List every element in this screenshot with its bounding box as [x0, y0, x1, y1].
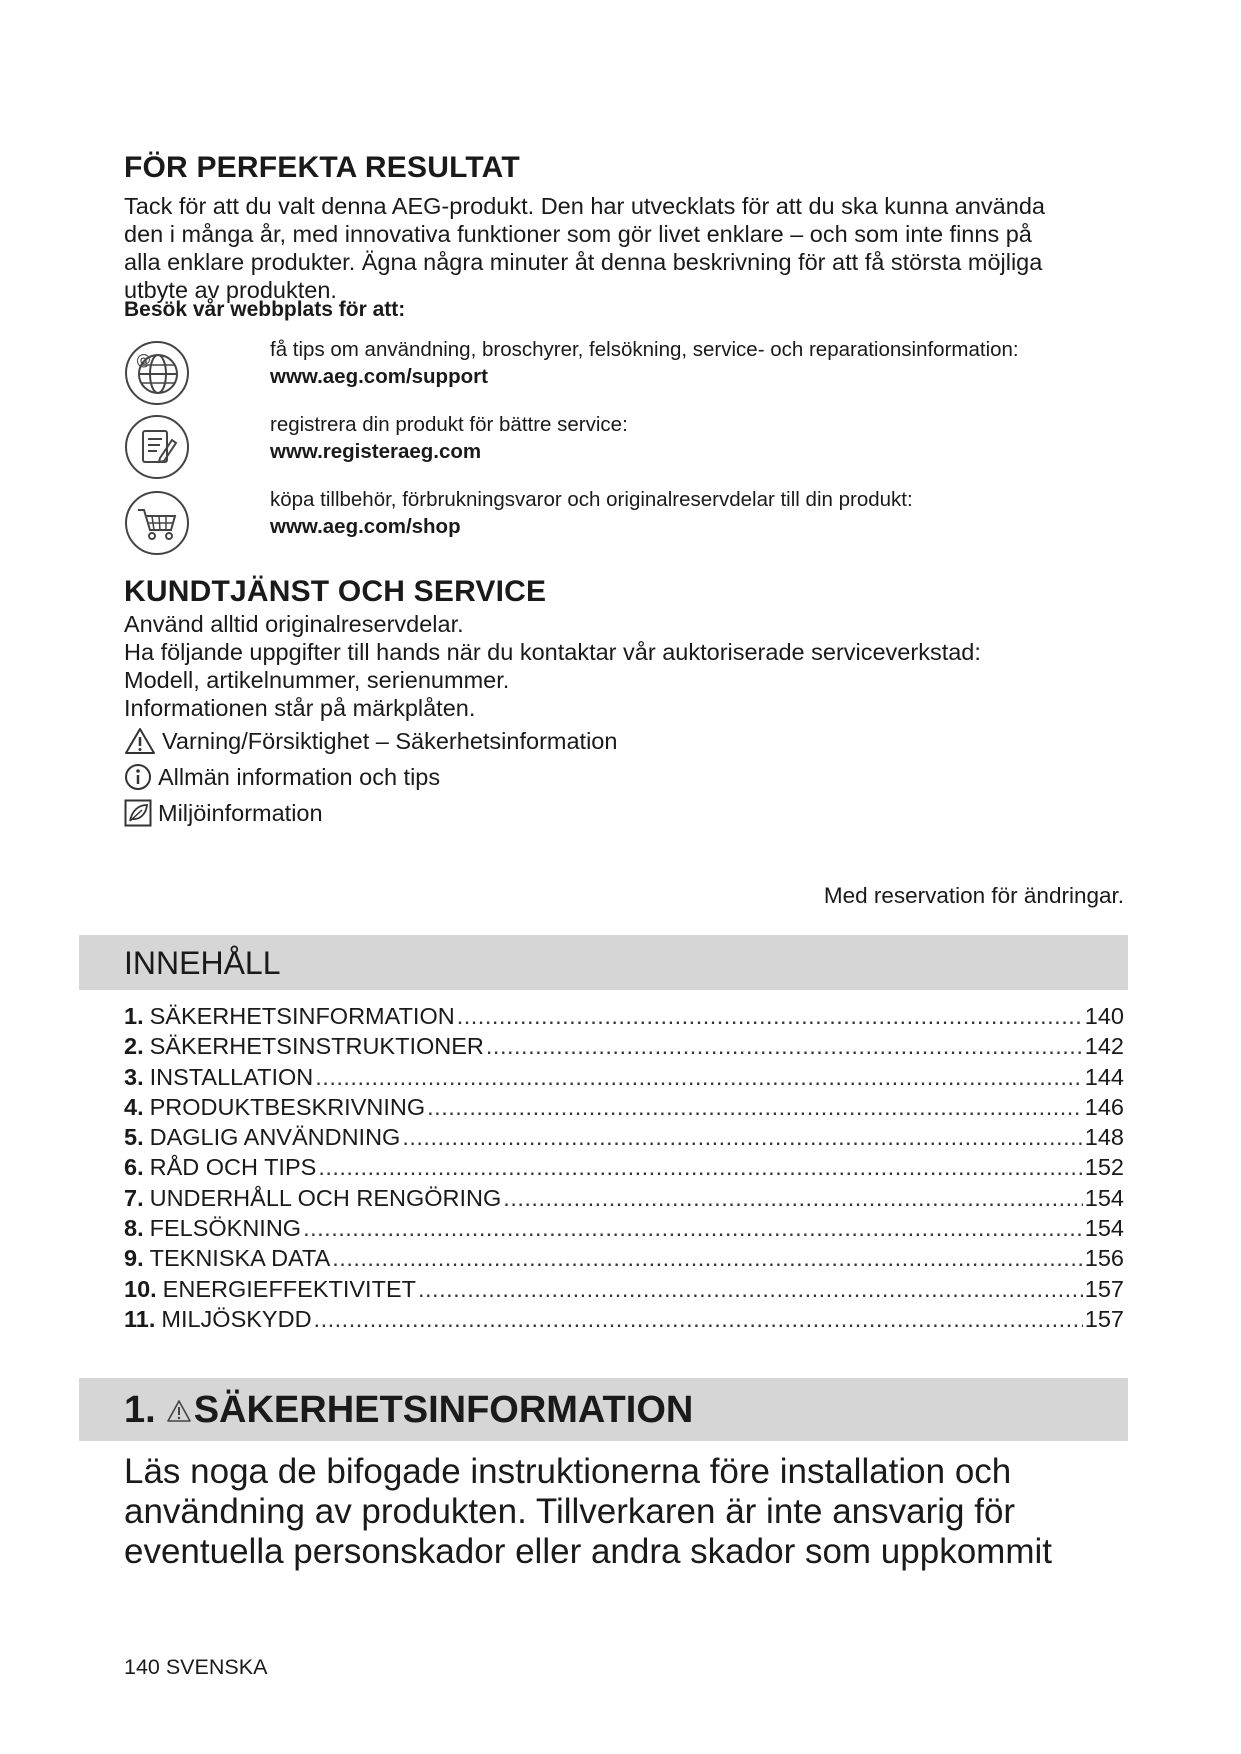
link-support — [270, 336, 1019, 390]
toc-page: 156 — [1084, 1245, 1124, 1272]
toc-number: 2. — [124, 1033, 144, 1060]
section-title-text: SÄKERHETSINFORMATION — [193, 1389, 694, 1431]
heading-perfect-results: FÖR PERFEKTA RESULTAT — [124, 151, 520, 184]
customer-service-line: Använd alltid originalreservdelar. — [124, 611, 464, 637]
toc-entry[interactable] — [124, 1306, 1124, 1336]
legend-label: Varning/Försiktighet – Säkerhetsinformation — [162, 727, 618, 754]
toc-entry[interactable] — [124, 1094, 1124, 1124]
toc-number: 10. — [124, 1275, 157, 1302]
toc-leader — [318, 1154, 1082, 1181]
toc-page: 157 — [1084, 1305, 1124, 1332]
toc-number: 5. — [124, 1124, 144, 1151]
customer-service-line: Modell, artikelnummer, serienummer. — [124, 667, 510, 693]
legend-label: Allmän information och tips — [158, 763, 441, 790]
cart-icon — [124, 490, 190, 556]
link-url-register[interactable]: www.registeraeg.com — [270, 440, 482, 463]
toc-leader — [315, 1064, 1083, 1091]
toc-leader — [402, 1124, 1082, 1151]
link-register — [270, 411, 628, 465]
toc-label: FELSÖKNING — [149, 1215, 302, 1242]
toc-number: 9. — [124, 1245, 144, 1272]
info-icon — [124, 763, 152, 791]
toc-label: MILJÖSKYDD — [161, 1305, 312, 1332]
toc-page: 154 — [1084, 1184, 1124, 1211]
toc-page: 154 — [1084, 1215, 1124, 1242]
register-icon — [124, 414, 190, 480]
lead-line: Läs noga de bifogade instruktionerna före installation och — [124, 1452, 1012, 1491]
toc-page: 144 — [1084, 1063, 1124, 1090]
table-of-contents — [124, 1003, 1124, 1336]
toc-page: 152 — [1084, 1154, 1124, 1181]
reservation-note: Med reservation för ändringar. — [823, 883, 1124, 908]
customer-service-line: Ha följande uppgifter till hands när du kontaktar vår auktoriserade serviceverkstad: — [124, 639, 981, 665]
warning-icon — [166, 1399, 192, 1423]
toc-page: 157 — [1084, 1275, 1124, 1302]
link-url-support[interactable]: www.aeg.com/support — [270, 365, 488, 388]
toc-leader — [457, 1003, 1083, 1030]
toc-leader — [314, 1306, 1083, 1333]
link-shop — [270, 486, 913, 540]
section-number: 1. — [124, 1389, 156, 1431]
toc-number: 1. — [124, 1003, 144, 1029]
lead-line: eventuella personskador eller andra skador som uppkommit — [124, 1532, 1052, 1571]
toc-label: DAGLIG ANVÄNDNING — [149, 1124, 401, 1151]
legend-label: Miljöinformation — [158, 799, 323, 826]
intro-paragraph — [124, 192, 1124, 304]
toc-entry[interactable] — [124, 1124, 1124, 1154]
leaf-icon — [124, 799, 152, 827]
section-title — [124, 1389, 693, 1432]
toc-number: 6. — [124, 1154, 144, 1181]
toc-label: RÅD OCH TIPS — [149, 1154, 317, 1181]
toc-title: INNEHÅLL — [124, 945, 281, 981]
customer-service-paragraph — [124, 610, 981, 722]
toc-label: TEKNISKA DATA — [149, 1245, 331, 1272]
page-footer: 140 SVENSKA — [124, 1655, 268, 1679]
legend-warning — [124, 727, 617, 755]
visit-label: Besök vår webbplats för att: — [124, 298, 406, 321]
toc-leader — [503, 1185, 1082, 1212]
legend-environment — [124, 799, 323, 827]
toc-leader — [427, 1094, 1083, 1121]
toc-page: 146 — [1084, 1093, 1124, 1120]
toc-entry[interactable] — [124, 1215, 1124, 1245]
legend-info — [124, 763, 440, 791]
toc-label: ENERGIEFFEKTIVITET — [162, 1275, 416, 1302]
customer-service-line: Informationen står på märkplåten. — [124, 695, 476, 721]
toc-number: 3. — [124, 1063, 144, 1090]
intro-line: alla enklare produkter. Ägna några minuter åt denna beskrivning för att få största möjliga — [124, 249, 1043, 275]
toc-number: 11. — [124, 1305, 156, 1332]
toc-label: SÄKERHETSINSTRUKTIONER — [149, 1033, 484, 1060]
link-description: köpa tillbehör, förbrukningsvaror och originalreservdelar till din produkt: — [270, 488, 913, 511]
toc-page: 140 — [1084, 1003, 1124, 1029]
toc-entry[interactable] — [124, 1276, 1124, 1306]
svg-text:@: @ — [136, 351, 151, 369]
warning-icon — [124, 727, 156, 755]
intro-line: den i många år, med innovativa funktioner som gör livet enklare – och som inte finns på — [124, 221, 1032, 247]
toc-leader — [486, 1033, 1083, 1060]
toc-label: UNDERHÅLL OCH RENGÖRING — [149, 1184, 502, 1211]
section-lead-paragraph — [124, 1452, 1124, 1572]
link-url-shop[interactable]: www.aeg.com/shop — [270, 515, 461, 538]
toc-number: 4. — [124, 1093, 144, 1120]
toc-entry[interactable] — [124, 1003, 1124, 1033]
toc-entry[interactable] — [124, 1154, 1124, 1184]
toc-label: INSTALLATION — [149, 1063, 314, 1090]
toc-label: SÄKERHETSINFORMATION — [149, 1003, 455, 1029]
toc-entry[interactable] — [124, 1064, 1124, 1094]
toc-page: 142 — [1084, 1033, 1124, 1060]
toc-leader — [303, 1215, 1083, 1242]
toc-entry[interactable] — [124, 1245, 1124, 1275]
link-description: få tips om användning, broschyrer, felsökning, service- och reparationsinformation: — [270, 338, 1019, 361]
heading-customer-service: KUNDTJÄNST OCH SERVICE — [124, 575, 547, 608]
toc-number: 7. — [124, 1184, 144, 1211]
toc-entry[interactable] — [124, 1185, 1124, 1215]
intro-line: utbyte av produkten. — [124, 277, 337, 303]
toc-leader — [418, 1276, 1083, 1303]
link-description: registrera din produkt för bättre service: — [270, 413, 628, 436]
toc-number: 8. — [124, 1215, 144, 1242]
toc-label: PRODUKTBESKRIVNING — [149, 1093, 426, 1120]
toc-leader — [332, 1245, 1083, 1272]
toc-entry[interactable] — [124, 1033, 1124, 1063]
toc-page: 148 — [1084, 1124, 1124, 1151]
intro-line: Tack för att du valt denna AEG-produkt. Den har utvecklats för att du ska kunna använda — [124, 193, 1045, 219]
globe-icon — [124, 340, 190, 406]
lead-line: användning av produkten. Tillverkaren är inte ansvarig för — [124, 1492, 1016, 1531]
